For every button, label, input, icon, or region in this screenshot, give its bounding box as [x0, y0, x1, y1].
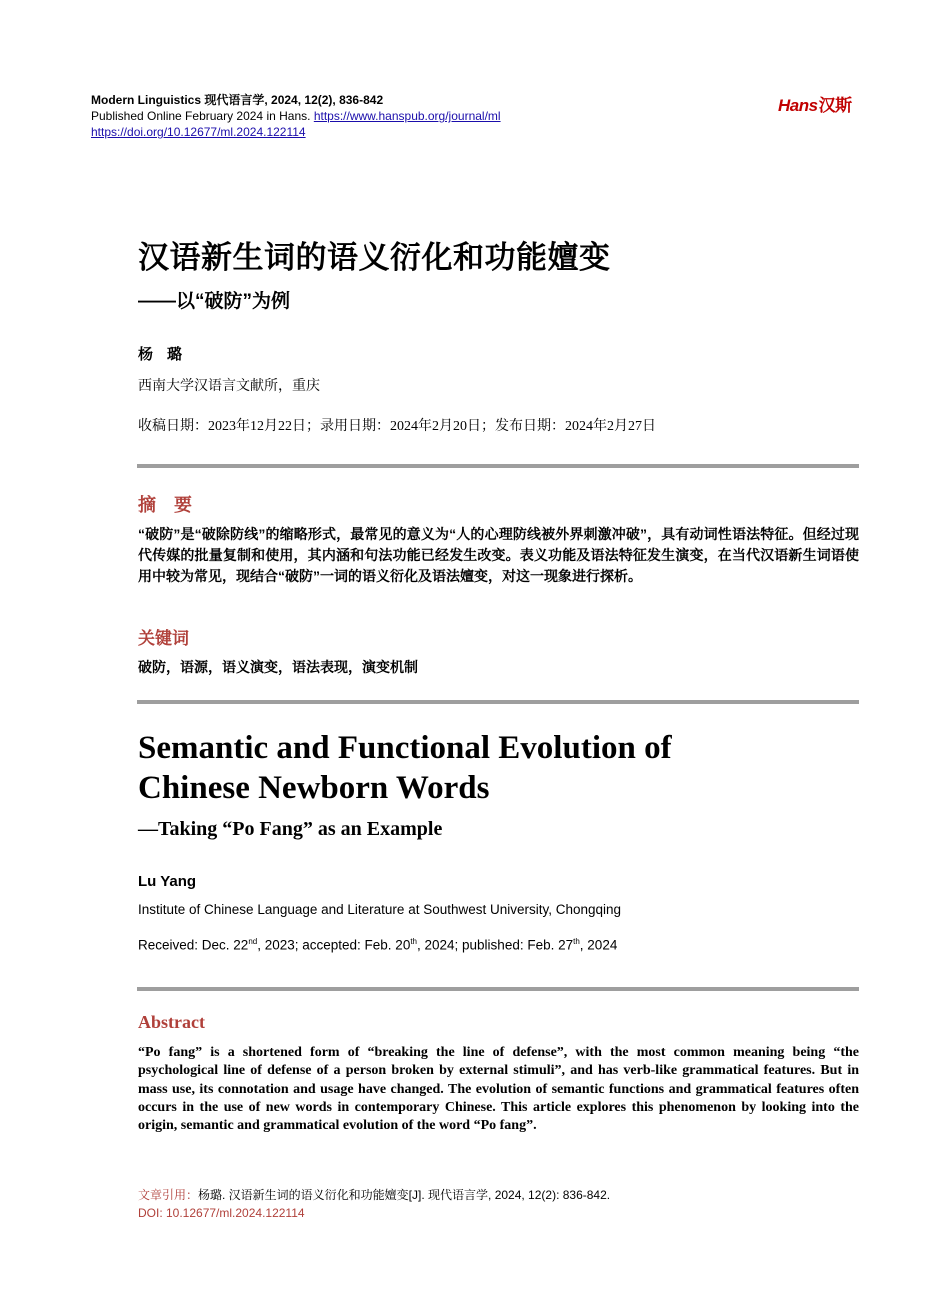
- en-title-line2: Chinese Newborn Words: [138, 770, 490, 806]
- en-title: [138, 728, 858, 808]
- journal-header: [91, 92, 501, 140]
- en-abstract-heading: Abstract: [138, 1012, 205, 1032]
- citation-block: [138, 1186, 610, 1222]
- en-abstract-text: “Po fang” is a shortened form of “breaking the line of defense”, with the most common meaning being “the psychological line of defense of a person broken by external stimuli”, and has verb-like grammatical features. But in mass use, its connotation and usage have changed. The evolution of semantic functions and grammatical features often occurs in the use of new words in contemporary Chinese. This article explores this phenomenon by looking into the origin, semantic and grammatical evolution of the word “Po fang”.: [138, 1045, 859, 1134]
- hans-logo: [778, 91, 852, 116]
- cn-abstract-text: “破防”是“破除防线”的缩略形式，最常见的意义为“人的心理防线被外界刺激冲破”，具有动词性语法特征。但经过现代传媒的批量复制和使用，其内涵和句法功能已经发生改变。表义功能及语法特征发生演变，在当代汉语新生词语使用中较为常见，现结合“破防”一词的语义衍化及语法嬗变，对这一现象进行探析。: [138, 526, 859, 584]
- dates-end: , 2024: [579, 937, 618, 953]
- divider-top: [137, 464, 859, 468]
- en-author: Lu Yang: [138, 873, 197, 890]
- cn-affiliation: 西南大学汉语言文献所，重庆: [138, 379, 320, 394]
- logo-cn: 汉斯: [818, 96, 852, 115]
- published-text: Published Online February 2024 in Hans.: [91, 109, 311, 123]
- doi-url-link[interactable]: https://doi.org/10.12677/ml.2024.122114: [91, 125, 306, 139]
- published-line: [91, 108, 501, 124]
- cn-keywords-text: 破防，语源，语义演变，语法表现，演变机制: [138, 659, 418, 675]
- journal-cn-info: 现代语言学, 2024, 12(2), 836-842: [204, 93, 384, 107]
- cn-subtitle: ——以“破防”为例: [138, 291, 291, 312]
- en-dates: [138, 937, 617, 953]
- citation-text: 杨璐. 汉语新生词的语义衍化和功能嬗变[J]. 现代语言学, 2024, 12(2): 836-842.: [198, 1188, 611, 1202]
- accepted-text: , 2023; accepted: Feb. 20: [257, 937, 411, 953]
- published-sup: th: [573, 937, 580, 946]
- doi-line: [91, 124, 501, 140]
- journal-url-link[interactable]: https://www.hanspub.org/journal/ml: [313, 109, 501, 123]
- en-affiliation: Institute of Chinese Language and Literature at Southwest University, Chongqing: [138, 902, 622, 917]
- cn-abstract-heading: 摘 要: [138, 495, 192, 515]
- cn-dates: 收稿日期：2023年12月22日；录用日期：2024年2月20日；发布日期：2024年2月27日: [138, 419, 656, 434]
- en-title-line1: Semantic and Functional Evolution of: [138, 730, 672, 766]
- journal-line: [91, 92, 501, 108]
- citation-line: [138, 1186, 610, 1204]
- en-subtitle: —Taking “Po Fang” as an Example: [138, 818, 443, 840]
- cn-title: 汉语新生词的语义衍化和功能嬗变: [138, 240, 611, 275]
- accepted-sup: th: [410, 937, 417, 946]
- cn-keywords-heading: 关键词: [138, 629, 189, 648]
- citation-doi: DOI: 10.12677/ml.2024.122114: [138, 1206, 305, 1220]
- journal-name: Modern Linguistics: [91, 93, 202, 107]
- citation-label: 文章引用：: [138, 1188, 199, 1202]
- cn-author: 杨璐: [138, 347, 197, 363]
- divider-middle: [137, 700, 859, 704]
- published-text: , 2024; published: Feb. 27: [417, 937, 574, 953]
- divider-bottom: [137, 987, 859, 991]
- logo-latin: Hans: [778, 96, 818, 115]
- received-text: Received: Dec. 22: [138, 937, 249, 953]
- received-sup: nd: [248, 937, 258, 946]
